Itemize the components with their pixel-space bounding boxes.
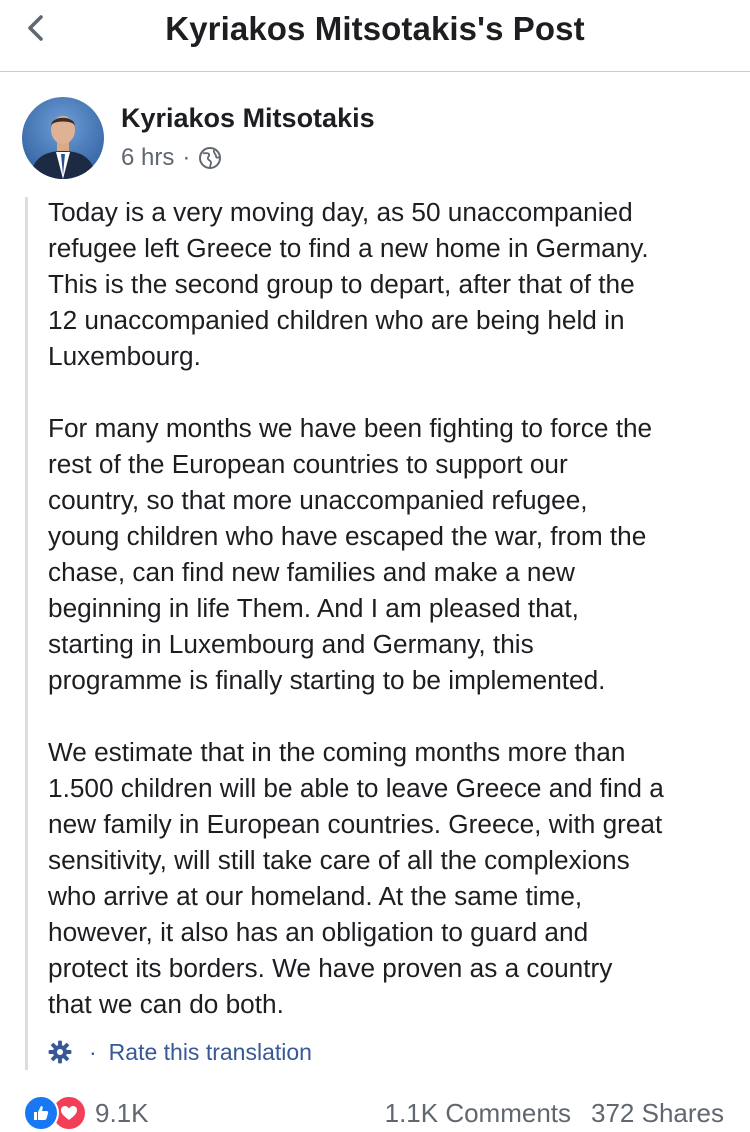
shares-count[interactable]: 372 Shares <box>591 1097 724 1128</box>
post-stats <box>385 1095 724 1131</box>
like-icon <box>23 1095 59 1131</box>
avatar[interactable] <box>22 97 104 179</box>
page-title: Kyriakos Mitsotakis's Post <box>165 10 585 47</box>
author-name[interactable]: Kyriakos Mitsotakis <box>121 103 375 133</box>
gear-icon[interactable] <box>47 1039 73 1065</box>
post-paragraph: We estimate that in the coming months more than 1.500 children will be able to leave Greece and find a new family in European countries. Greece, with great sensitivity, will still take care of all the complexions who arrive at our homeland. At the same time, however, it also has an obligation to guard and protect its borders. We have proven as a country that we can do both. <box>48 737 664 1019</box>
post-paragraph: Today is a very moving day, as 50 unaccompanied refugee left Greece to find a new home in Germany. This is the second group to depart, after that of the 12 unaccompanied children who are being held in Luxembourg. <box>48 197 649 371</box>
translation-quote-bar <box>25 197 28 1070</box>
comments-count[interactable]: 1.1K Comments <box>384 1097 572 1128</box>
post-body <box>48 194 738 1022</box>
reactions-summary[interactable] <box>23 1095 149 1131</box>
post-paragraph: For many months we have been fighting to force the rest of the European countries to support our country, so that more unaccompanied refugee, young children who have escaped the war, from the chase, can find new families and make a new beginning in life Them. And I am pleased that, starting in Luxembourg and Germany, this programme is finally starting to be implemented. <box>48 413 653 695</box>
meta-separator: · <box>182 144 191 171</box>
translation-row <box>47 1036 312 1068</box>
rate-translation-link[interactable]: Rate this translation <box>108 1038 312 1065</box>
translation-separator: · <box>89 1038 97 1065</box>
post-meta <box>121 143 222 173</box>
globe-icon <box>198 146 222 170</box>
top-bar <box>0 0 750 72</box>
reaction-count: 9.1K <box>95 1097 149 1128</box>
post-time[interactable]: 6 hrs <box>121 144 175 171</box>
